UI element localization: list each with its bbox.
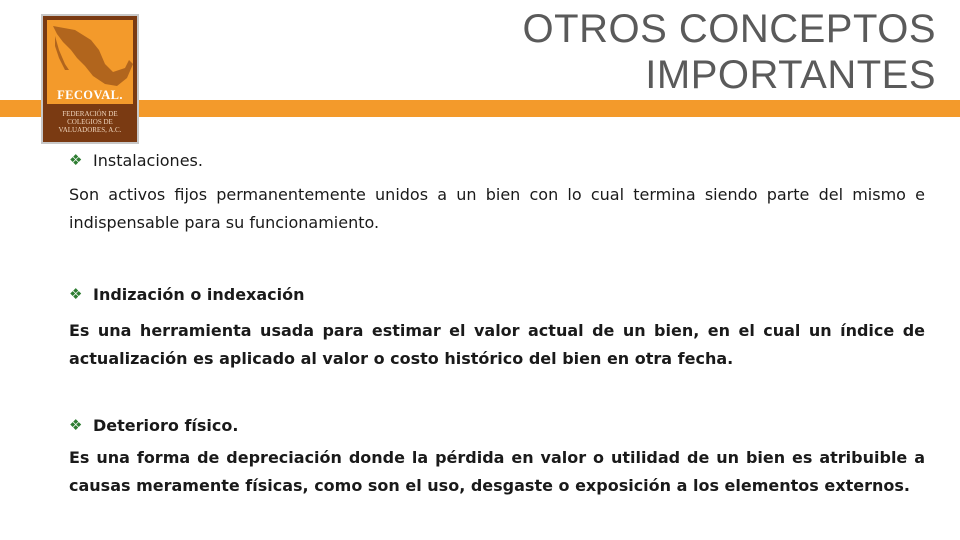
section-body: Son activos fijos permanentemente unidos a un bien con lo cual termina siendo parte del mismo e indispensable para su funcionamiento. (69, 185, 925, 232)
logo-subtitle: FEDERACIÓN DE COLEGIOS DE VALUADORES, A.C. (58, 110, 122, 134)
diamond-bullet-icon: ❖ (69, 285, 83, 303)
title-line-1: OTROS CONCEPTOS (522, 7, 936, 51)
logo-brand-text: FECOVAL. (57, 88, 123, 102)
section-heading-text: Instalaciones. (93, 150, 203, 170)
section-heading-text: Indización o indexación (93, 284, 305, 304)
section-heading (69, 283, 925, 305)
section-heading (69, 414, 925, 436)
fecoval-logo (41, 14, 139, 144)
section-indizacion (69, 283, 925, 373)
page-title (523, 6, 936, 98)
section-instalaciones (69, 149, 925, 237)
header-accent-bar (0, 100, 960, 117)
section-heading (69, 149, 925, 171)
section-body: Es una forma de depreciación donde la pérdida en valor o utilidad de un bien es atribuible a causas meramente físicas, como son el uso, desgaste o exposición a los elementos externos. (69, 448, 925, 495)
section-deterioro (69, 414, 925, 500)
section-body: Es una herramienta usada para estimar el valor actual de un bien, en el cual un índice de actualización es aplicado al valor o costo histórico del bien en otra fecha. (69, 321, 925, 368)
diamond-bullet-icon: ❖ (69, 151, 83, 169)
title-line-2: IMPORTANTES (645, 53, 936, 97)
diamond-bullet-icon: ❖ (69, 416, 83, 434)
section-heading-text: Deterioro físico. (93, 415, 239, 435)
